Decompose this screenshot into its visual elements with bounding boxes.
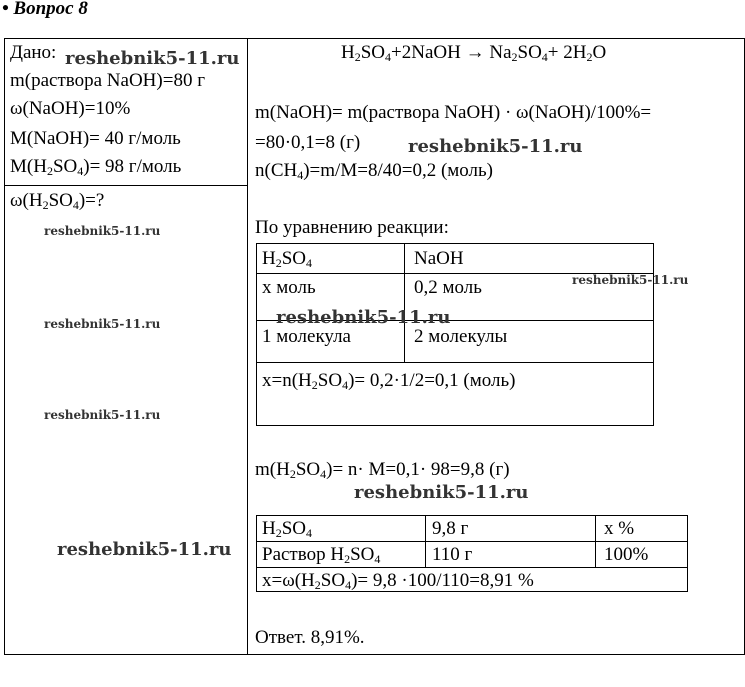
watermark: reshebnik5-11.ru	[65, 48, 240, 69]
question-title: • Вопрос 8	[2, 0, 88, 19]
watermark: reshebnik5-11.ru	[44, 224, 161, 238]
reaction-equation: $H_2SO_4+2NaOH \to Na_2SO_4+ 2H_2O$	[341, 42, 607, 64]
percent-table-row2	[256, 567, 688, 568]
find-line: $\omega(H_2SO_4)=$?	[10, 190, 105, 212]
given-divider	[4, 185, 248, 186]
ratio-x-mol: x моль	[262, 277, 316, 298]
ratio-result: $x=n(H_2SO_4)= 0,2\cdot 1/2=0,1$ (моль)	[262, 370, 516, 392]
watermark: reshebnik5-11.ru	[354, 482, 529, 503]
watermark: reshebnik5-11.ru	[44, 408, 161, 422]
percent-r2-percent: 100%	[604, 544, 649, 565]
given-line2: ω(NaOH)=10%	[10, 98, 131, 119]
ratio-table-col	[404, 243, 405, 363]
percent-r1-mass: 9,8 г	[432, 518, 469, 539]
column-divider	[247, 38, 248, 655]
watermark: reshebnik5-11.ru	[44, 317, 161, 331]
by-equation-label: По уравнению реакции:	[255, 217, 449, 238]
ratio-02-mol: 0,2 моль	[414, 277, 482, 298]
watermark: reshebnik5-11.ru	[408, 136, 583, 157]
percent-table-row1	[256, 541, 688, 542]
percent-result: $x=\omega(H_2SO_4)= 9,8 \cdot 100/110=8,91$ %	[262, 570, 534, 592]
given-line3: M(NaOH)= 40 г/моль	[10, 128, 181, 149]
ratio-header-h2so4: $H_2SO_4$	[262, 248, 313, 270]
watermark: reshebnik5-11.ru	[572, 273, 689, 287]
given-label: Дано:	[10, 42, 57, 63]
ratio-header-naoh: NaOH	[414, 248, 464, 269]
percent-r2-name: Раствор $H_2SO_4$	[262, 544, 381, 566]
watermark: reshebnik5-11.ru	[57, 539, 232, 560]
ratio-1-molecule: 1 молекула	[262, 326, 351, 347]
given-line1: m(раствора NaOH)=80 г	[10, 70, 205, 91]
ratio-table-row3	[256, 362, 654, 363]
answer-line: Ответ. 8,91%.	[255, 627, 365, 648]
mass-h2so4-line: $m(H_2SO_4)= n\cdot M=0,1\cdot 98=9,8$ (г)	[255, 459, 510, 481]
percent-r1-name: $H_2SO_4$	[262, 518, 313, 540]
mass-naoh-formula: m(NaOH)= m(раствора NaOH) · ω(NaOH)/100%=	[255, 102, 652, 123]
percent-r1-percent: x %	[604, 518, 635, 539]
given-line4: $M(H_2SO_4)= 98$ г/моль	[10, 156, 182, 178]
mass-naoh-value: =80·0,1=8 (г)	[255, 132, 361, 153]
moles-line: $n(CH_4)=m/M=8/40=0,2$ (моль)	[255, 160, 494, 182]
percent-r2-mass: 110 г	[432, 544, 473, 565]
ratio-2-molecules: 2 молекулы	[414, 326, 508, 347]
watermark: reshebnik5-11.ru	[276, 307, 451, 328]
